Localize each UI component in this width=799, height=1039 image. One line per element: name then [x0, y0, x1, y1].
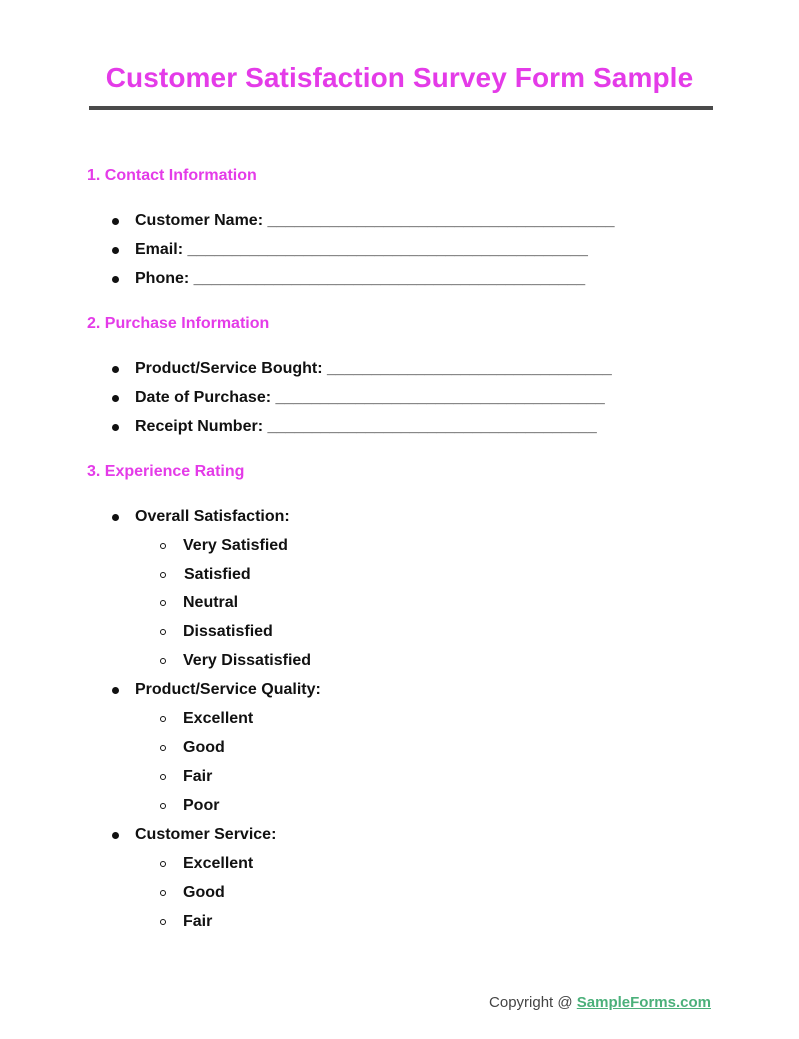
radio-option-icon[interactable]	[160, 543, 166, 549]
bullet-icon	[112, 218, 119, 225]
field-email[interactable]	[135, 241, 588, 259]
field-label: Phone:	[135, 270, 190, 287]
bullet-icon	[112, 514, 119, 521]
option-poor[interactable]: Poor	[183, 797, 220, 814]
option-neutral[interactable]: Neutral	[183, 594, 239, 611]
field-label: Customer Name:	[135, 212, 264, 229]
bullet-icon	[112, 832, 119, 839]
title-divider	[89, 106, 713, 110]
radio-option-icon[interactable]	[160, 774, 166, 780]
fill-line[interactable]: ________________________________	[327, 360, 612, 377]
bullet-icon	[112, 424, 119, 431]
option-very-dissatisfied[interactable]: Very Dissatisfied	[183, 652, 312, 669]
field-customer-name[interactable]	[135, 212, 615, 230]
radio-option-icon[interactable]	[160, 745, 166, 751]
group-overall-satisfaction: Overall Satisfaction:	[135, 508, 290, 525]
option-good[interactable]: Good	[183, 739, 225, 756]
field-receipt-number[interactable]	[135, 418, 597, 436]
fill-line[interactable]: ____________________________________________	[193, 270, 586, 287]
group-customer-service: Customer Service:	[135, 826, 277, 843]
radio-option-icon[interactable]	[160, 890, 166, 896]
section-heading-contact: 1. Contact Information	[87, 167, 257, 184]
copyright-footer	[489, 994, 711, 1011]
bullet-icon	[112, 395, 119, 402]
radio-option-icon[interactable]	[160, 629, 166, 635]
copyright-text: Copyright @	[489, 994, 577, 1011]
field-label: Product/Service Bought:	[135, 360, 323, 377]
field-phone[interactable]	[135, 270, 585, 288]
field-label: Receipt Number:	[135, 418, 264, 435]
fill-line[interactable]: _____________________________________________	[187, 241, 588, 258]
bullet-icon	[112, 366, 119, 373]
option-excellent[interactable]: Excellent	[183, 855, 254, 872]
radio-option-icon[interactable]	[160, 803, 166, 809]
radio-option-icon[interactable]	[160, 919, 166, 925]
option-dissatisfied[interactable]: Dissatisfied	[183, 623, 273, 640]
option-good[interactable]: Good	[183, 884, 225, 901]
bullet-icon	[112, 247, 119, 254]
fill-line[interactable]: _____________________________________	[275, 389, 605, 406]
option-excellent[interactable]: Excellent	[183, 710, 254, 727]
brand-link[interactable]: SampleForms.com	[576, 994, 711, 1011]
radio-option-icon[interactable]	[160, 572, 166, 578]
radio-option-icon[interactable]	[160, 658, 166, 664]
bullet-icon	[112, 687, 119, 694]
field-date-of-purchase[interactable]	[135, 389, 605, 407]
bullet-icon	[112, 276, 119, 283]
page-title: Customer Satisfaction Survey Form Sample	[105, 62, 694, 93]
option-fair[interactable]: Fair	[183, 768, 213, 785]
field-product-service[interactable]	[135, 360, 612, 378]
field-label: Date of Purchase:	[135, 389, 272, 406]
radio-option-icon[interactable]	[160, 716, 166, 722]
fill-line[interactable]: _____________________________________	[267, 418, 597, 435]
section-heading-rating: 3. Experience Rating	[87, 463, 245, 480]
field-label: Email:	[135, 241, 184, 258]
radio-option-icon[interactable]	[160, 600, 166, 606]
option-fair[interactable]: Fair	[183, 913, 213, 930]
radio-option-icon[interactable]	[160, 861, 166, 867]
option-very-satisfied[interactable]: Very Satisfied	[183, 537, 288, 554]
section-heading-purchase: 2. Purchase Information	[87, 315, 270, 332]
fill-line[interactable]: _______________________________________	[267, 212, 615, 229]
group-product-service-quality: Product/Service Quality:	[135, 681, 321, 698]
option-satisfied[interactable]: Satisfied	[184, 566, 251, 583]
